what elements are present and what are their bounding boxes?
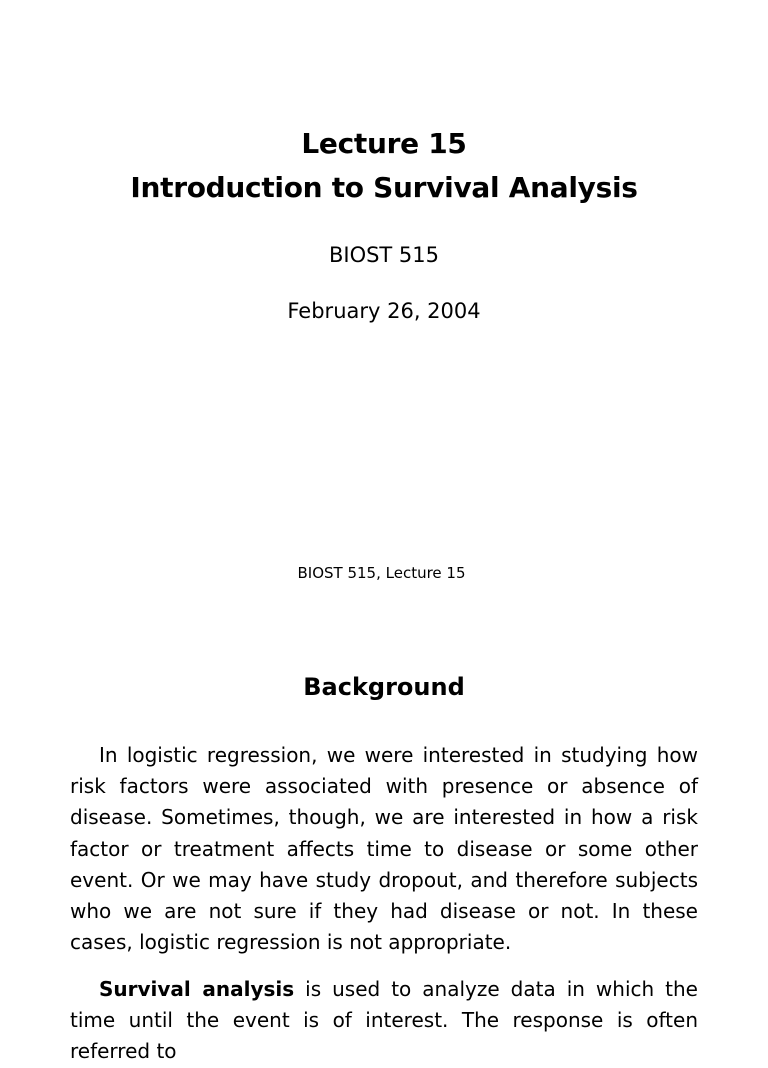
background-paragraph: In logistic regression, we were interested in studying how risk factors were associated with presence or absence of disease. Sometimes, though, we are interested in how a risk factor or treatment affects time to disease or some other event. Or we may have study dropout, and therefore subjects who we are not sure if they had disease or not. In these cases, logistic regression is not appropriate. <box>70 743 698 955</box>
title-block <box>0 122 768 210</box>
lecture-number-title: Lecture 15 <box>301 127 467 160</box>
survival-analysis-definition: is used to analyze data in which the time until the event is of interest. The response is often referred to <box>70 977 698 1064</box>
lecture-topic-title: Introduction to Survival Analysis <box>130 171 638 204</box>
course-name: BIOST 515 <box>328 243 440 267</box>
lecture-date: February 26, 2004 <box>287 299 481 323</box>
survival-analysis-term: Survival analysis <box>99 977 295 1001</box>
section-heading: Background <box>303 673 465 701</box>
survival-analysis-paragraph <box>70 974 698 1068</box>
running-header: BIOST 515, Lecture 15 <box>297 564 466 582</box>
